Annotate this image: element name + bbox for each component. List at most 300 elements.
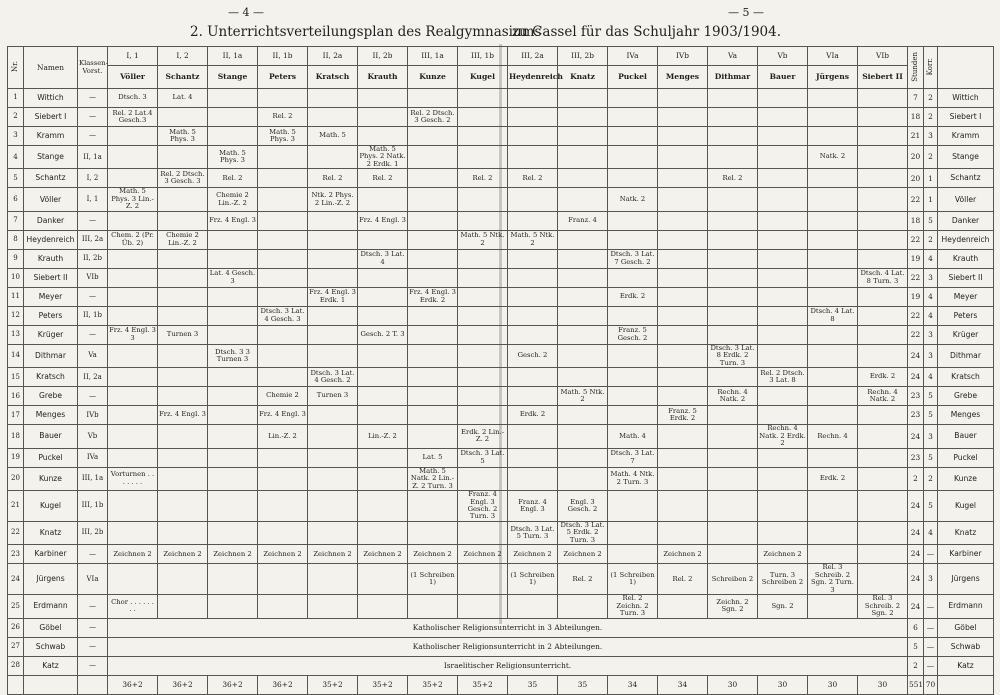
lesson-cell <box>758 287 808 306</box>
lesson-cell <box>408 306 458 325</box>
lesson-cell <box>458 89 508 108</box>
lesson-cell: Rel. 3 Schreib. 2 Sgn. 2 Turn. 3 <box>808 564 858 595</box>
header-class: III, 1b <box>458 47 508 66</box>
lesson-cell <box>108 211 158 230</box>
lesson-cell <box>758 521 808 544</box>
class-teacher: VIa <box>78 564 108 595</box>
hours-count: 24 <box>908 521 924 544</box>
total-stunden: 551 <box>908 675 924 694</box>
lesson-cell <box>458 325 508 344</box>
lesson-cell: Chor . . . . . . . . <box>108 595 158 618</box>
hours-count: 22 <box>908 306 924 325</box>
lesson-cell <box>208 387 258 406</box>
lesson-cell <box>358 89 408 108</box>
lesson-cell <box>658 169 708 188</box>
table-row <box>8 545 994 564</box>
teacher-name-right: Krauth <box>938 249 994 268</box>
teacher-name-right: Puckel <box>938 448 994 467</box>
class-teacher: — <box>78 545 108 564</box>
lesson-cell <box>458 249 508 268</box>
corrections-count: 5 <box>924 491 938 522</box>
lesson-cell: Math. 5 Ntk. 2 <box>508 230 558 249</box>
row-number: 8 <box>8 230 24 249</box>
total-cell: 35+2 <box>308 675 358 694</box>
class-teacher: — <box>78 656 108 675</box>
lesson-cell <box>508 387 558 406</box>
lesson-cell: Natk. 2 <box>608 188 658 211</box>
teacher-name-right: Stange <box>938 146 994 169</box>
row-number: 23 <box>8 545 24 564</box>
table-row <box>8 595 994 618</box>
lesson-cell: Dtsch. 3 Lat. 5 <box>458 448 508 467</box>
lesson-cell <box>408 89 458 108</box>
lesson-cell <box>658 425 708 448</box>
hours-count: 19 <box>908 287 924 306</box>
lesson-cell <box>658 368 708 387</box>
lesson-cell <box>558 425 608 448</box>
header-class: III, 1a <box>408 47 458 66</box>
lesson-cell: Rel. 2 <box>308 169 358 188</box>
header-name-right <box>938 47 994 89</box>
teacher-name: Kramm <box>24 127 78 146</box>
lesson-cell <box>158 467 208 490</box>
page-title-left: 2. Unterrichtsverteilungsplan des Realgymnasiums <box>190 24 542 40</box>
header-class: VIa <box>808 47 858 66</box>
lesson-cell <box>808 448 858 467</box>
lesson-cell: Zeichnen 2 <box>208 545 258 564</box>
lesson-cell: Zeichnen 2 <box>408 545 458 564</box>
class-teacher: — <box>78 595 108 618</box>
class-teacher: — <box>78 211 108 230</box>
teacher-name-right: Heydenreich <box>938 230 994 249</box>
lesson-cell: Math. 5 Phys. 3 <box>208 146 258 169</box>
span-note: Israelitischer Religionsunterricht. <box>108 656 908 675</box>
lesson-cell <box>458 287 508 306</box>
lesson-cell <box>158 595 208 618</box>
lesson-cell <box>108 521 158 544</box>
class-teacher: III, 1b <box>78 491 108 522</box>
lesson-cell <box>258 188 308 211</box>
header-klasse: Klassen-Vorst. <box>78 47 108 89</box>
lesson-cell: Turn. 3 Schreiben 2 <box>758 564 808 595</box>
lesson-cell <box>358 268 408 287</box>
lesson-cell: Engl. 3 Gesch. 2 <box>558 491 608 522</box>
lesson-cell: Math. 5 Ntk. 2 <box>458 230 508 249</box>
lesson-cell <box>158 368 208 387</box>
lesson-cell <box>308 595 358 618</box>
lesson-cell <box>508 127 558 146</box>
lesson-cell: Dtsch. 3 Lat. 8 Erdk. 2 Turn. 3 <box>708 344 758 367</box>
lesson-cell <box>658 268 708 287</box>
lesson-cell: Rechn. 4 <box>808 425 858 448</box>
lesson-cell <box>508 287 558 306</box>
class-teacher: Va <box>78 344 108 367</box>
lesson-cell: Math. 5 Phys. 3 Lin.-Z. 2 <box>108 188 158 211</box>
lesson-cell <box>558 188 608 211</box>
corrections-count: 4 <box>924 306 938 325</box>
table-row <box>8 387 994 406</box>
lesson-cell <box>208 325 258 344</box>
class-teacher: III, 2b <box>78 521 108 544</box>
lesson-cell <box>258 595 308 618</box>
lesson-cell <box>158 146 208 169</box>
class-teacher: — <box>78 89 108 108</box>
hours-count: 24 <box>908 368 924 387</box>
lesson-cell <box>858 467 908 490</box>
lesson-cell: Frz. 4 Engl. 3 <box>158 406 208 425</box>
header-korr: Korr. <box>924 47 938 89</box>
teacher-name: Knatz <box>24 521 78 544</box>
lesson-cell <box>808 89 858 108</box>
lesson-cell <box>108 146 158 169</box>
teacher-name: Völler <box>24 188 78 211</box>
span-note: Katholischer Religionsunterricht in 3 Abteilungen. <box>108 618 908 637</box>
lesson-cell <box>708 325 758 344</box>
lesson-cell <box>858 188 908 211</box>
row-number: 16 <box>8 387 24 406</box>
lesson-cell <box>308 306 358 325</box>
header-teacher: Menges <box>658 66 708 89</box>
lesson-cell: Rechn. 4 Natk. 2 Erdk. 2 <box>759 424 806 448</box>
class-teacher: IVa <box>78 448 108 467</box>
lesson-cell <box>458 564 508 595</box>
header-teacher: Peters <box>258 66 308 89</box>
teacher-name-right: Katz <box>938 656 994 675</box>
lesson-cell <box>808 249 858 268</box>
lesson-cell <box>108 448 158 467</box>
lesson-cell <box>358 344 408 367</box>
row-number: 15 <box>8 368 24 387</box>
header-class: VIb <box>858 47 908 66</box>
lesson-cell: Zeichnen 2 <box>158 545 208 564</box>
hours-count: 18 <box>908 108 924 127</box>
lesson-cell <box>358 491 408 522</box>
lesson-cell <box>608 169 658 188</box>
row-number: 3 <box>8 127 24 146</box>
hours-count: 21 <box>908 127 924 146</box>
lesson-cell <box>408 595 458 618</box>
lesson-cell <box>408 211 458 230</box>
lesson-cell <box>858 89 908 108</box>
totals-blank <box>78 675 108 694</box>
row-number: 20 <box>8 467 24 490</box>
lesson-cell <box>758 169 808 188</box>
lesson-cell: Rel. 2 <box>358 169 408 188</box>
lesson-cell <box>208 595 258 618</box>
corrections-count: 4 <box>924 521 938 544</box>
lesson-cell <box>108 127 158 146</box>
lesson-cell <box>408 368 458 387</box>
lesson-cell <box>158 211 208 230</box>
lesson-cell <box>158 521 208 544</box>
lesson-cell <box>708 146 758 169</box>
lesson-cell <box>708 406 758 425</box>
lesson-cell <box>658 188 708 211</box>
lesson-cell <box>408 188 458 211</box>
lesson-cell: Frz. 4 Engl. 3 <box>208 211 258 230</box>
lesson-cell: Zeichnen 2 <box>458 545 508 564</box>
lesson-cell: Rel. 2 Zeichn. 2 Turn. 3 <box>608 595 658 618</box>
lesson-cell <box>558 146 608 169</box>
lesson-cell: Math. 4 Ntk. 2 Turn. 3 <box>608 467 658 490</box>
lesson-cell <box>408 491 458 522</box>
lesson-cell <box>308 425 358 448</box>
lesson-cell <box>758 127 808 146</box>
lesson-cell: Rel. 2 <box>508 169 558 188</box>
lesson-cell <box>708 188 758 211</box>
lesson-cell: Rel. 2 Dtsch. 3 Gesch. 3 <box>158 169 208 188</box>
total-cell: 30 <box>708 675 758 694</box>
hours-count: 24 <box>908 344 924 367</box>
lesson-cell <box>858 146 908 169</box>
lesson-cell <box>608 521 658 544</box>
total-cell: 36+2 <box>158 675 208 694</box>
lesson-cell <box>258 211 308 230</box>
lesson-cell <box>708 467 758 490</box>
lesson-cell: Dtsch. 3 Lat. 7 Gesch. 2 <box>608 249 658 268</box>
lesson-cell: Erdk. 2 <box>808 467 858 490</box>
lesson-cell <box>458 211 508 230</box>
lesson-cell <box>208 467 258 490</box>
lesson-cell <box>258 268 308 287</box>
corrections-count: 2 <box>924 89 938 108</box>
lesson-cell <box>808 169 858 188</box>
lesson-cell <box>658 306 708 325</box>
teacher-name: Siebert I <box>24 108 78 127</box>
lesson-cell: Math. 5 Phys. 3 <box>158 127 208 146</box>
page-number-right: — 5 — <box>728 6 764 19</box>
teacher-name: Katz <box>24 656 78 675</box>
total-cell: 35 <box>508 675 558 694</box>
teacher-name-right: Kunze <box>938 467 994 490</box>
teacher-name-right: Erdmann <box>938 595 994 618</box>
lesson-cell: Sgn. 2 <box>758 595 808 618</box>
class-teacher: I, 2 <box>78 169 108 188</box>
lesson-cell <box>508 249 558 268</box>
hours-count: 24 <box>908 425 924 448</box>
hours-count: 20 <box>908 146 924 169</box>
lesson-cell <box>858 287 908 306</box>
lesson-cell <box>458 595 508 618</box>
teacher-name-right: Menges <box>938 406 994 425</box>
lesson-cell <box>658 127 708 146</box>
corrections-count: 2 <box>924 146 938 169</box>
table-row <box>8 425 994 448</box>
lesson-cell <box>308 406 358 425</box>
table-row <box>8 344 994 367</box>
teacher-name: Dithmar <box>24 344 78 367</box>
lesson-cell <box>408 406 458 425</box>
total-cell: 35+2 <box>408 675 458 694</box>
teacher-name: Bauer <box>24 425 78 448</box>
table-row <box>8 448 994 467</box>
lesson-cell <box>708 521 758 544</box>
class-teacher: II, 1b <box>78 306 108 325</box>
lesson-cell <box>758 344 808 367</box>
lesson-cell <box>158 268 208 287</box>
header-teacher: Siebert II <box>858 66 908 89</box>
lesson-cell <box>258 368 308 387</box>
totals-blank <box>8 675 24 694</box>
lesson-cell: Zeichnen 2 <box>308 545 358 564</box>
hours-count: 2 <box>908 656 924 675</box>
header-class: III, 2a <box>508 47 558 66</box>
lesson-cell <box>308 448 358 467</box>
header-class: IVb <box>658 47 708 66</box>
lesson-cell <box>658 325 708 344</box>
lesson-cell <box>108 406 158 425</box>
lesson-cell <box>308 146 358 169</box>
corrections-count: 1 <box>924 169 938 188</box>
lesson-cell <box>558 344 608 367</box>
lesson-cell <box>508 188 558 211</box>
class-teacher: — <box>78 387 108 406</box>
header-teacher: Bauer <box>758 66 808 89</box>
lesson-cell <box>658 89 708 108</box>
lesson-cell: Zeichnen 2 <box>108 545 158 564</box>
lesson-cell: Vorturnen . . . . . . . <box>108 467 158 490</box>
corrections-count: 5 <box>924 211 938 230</box>
lesson-cell <box>858 406 908 425</box>
totals-blank <box>938 675 994 694</box>
lesson-cell <box>108 564 158 595</box>
lesson-cell: Zeichnen 2 <box>758 545 808 564</box>
lesson-cell: Franz. 5 Erdk. 2 <box>658 406 708 425</box>
lesson-cell <box>258 146 308 169</box>
table-row <box>8 325 994 344</box>
lesson-cell <box>408 268 458 287</box>
lesson-cell <box>558 368 608 387</box>
header-teacher: Krauth <box>358 66 408 89</box>
lesson-cell <box>658 230 708 249</box>
teacher-name-right: Wittich <box>938 89 994 108</box>
lesson-cell <box>508 595 558 618</box>
lesson-cell <box>358 287 408 306</box>
lesson-cell <box>608 306 658 325</box>
lesson-cell <box>308 564 358 595</box>
lesson-cell <box>708 425 758 448</box>
lesson-cell <box>658 448 708 467</box>
lesson-cell <box>808 211 858 230</box>
lesson-cell <box>658 211 708 230</box>
lesson-cell <box>458 146 508 169</box>
lesson-cell <box>658 387 708 406</box>
lesson-cell: Turnen 3 <box>158 325 208 344</box>
lesson-cell <box>808 108 858 127</box>
lesson-cell <box>658 521 708 544</box>
lesson-cell: Rel. 2 <box>708 169 758 188</box>
lesson-cell <box>558 406 608 425</box>
teacher-name-right: Völler <box>938 188 994 211</box>
lesson-cell: Rel. 2 Dtsch. 3 Lat. 8 <box>758 368 808 387</box>
lesson-cell <box>208 127 258 146</box>
header-teacher: Stange <box>208 66 258 89</box>
table-row <box>8 169 994 188</box>
lesson-cell <box>458 344 508 367</box>
lesson-cell <box>508 425 558 448</box>
row-number: 6 <box>8 188 24 211</box>
corrections-count: 5 <box>924 406 938 425</box>
corrections-count: — <box>924 545 938 564</box>
lesson-cell: Zeichnen 2 <box>508 545 558 564</box>
lesson-cell <box>858 491 908 522</box>
header-nr: Nr. <box>8 47 24 89</box>
corrections-count: 4 <box>924 368 938 387</box>
total-cell: 35+2 <box>458 675 508 694</box>
lesson-cell <box>758 89 808 108</box>
lesson-cell <box>458 108 508 127</box>
teacher-name: Danker <box>24 211 78 230</box>
lesson-cell <box>408 127 458 146</box>
teacher-name: Wittich <box>24 89 78 108</box>
lesson-cell <box>358 306 408 325</box>
class-teacher: VIb <box>78 268 108 287</box>
lesson-cell <box>808 387 858 406</box>
lesson-cell <box>158 249 208 268</box>
teacher-name-right: Krüger <box>938 325 994 344</box>
header-teacher: Puckel <box>608 66 658 89</box>
lesson-cell <box>258 491 308 522</box>
lesson-cell <box>208 108 258 127</box>
table-row <box>8 521 994 544</box>
lesson-cell <box>808 344 858 367</box>
lesson-cell <box>308 89 358 108</box>
lesson-cell <box>508 108 558 127</box>
lesson-cell: Schreiben 2 <box>708 564 758 595</box>
lesson-cell <box>458 467 508 490</box>
teacher-name: Göbel <box>24 618 78 637</box>
table-row <box>8 268 994 287</box>
lesson-cell <box>758 467 808 490</box>
table-row <box>8 108 994 127</box>
header-class: II, 1a <box>208 47 258 66</box>
teacher-name-right: Peters <box>938 306 994 325</box>
corrections-count: — <box>924 618 938 637</box>
row-number: 11 <box>8 287 24 306</box>
lesson-cell <box>758 268 808 287</box>
lesson-cell <box>558 108 608 127</box>
header-class: II, 2b <box>358 47 408 66</box>
lesson-cell <box>808 595 858 618</box>
table-row <box>8 491 994 522</box>
corrections-count: 4 <box>924 249 938 268</box>
lesson-cell <box>708 545 758 564</box>
row-number: 2 <box>8 108 24 127</box>
header-teacher: Kunze <box>408 66 458 89</box>
lesson-cell: Dtsch. 3 Lat. 5 Erdk. 2 Turn. 3 <box>558 521 608 544</box>
lesson-cell <box>258 89 308 108</box>
teacher-name: Siebert II <box>24 268 78 287</box>
lesson-cell <box>608 108 658 127</box>
corrections-count: 2 <box>924 467 938 490</box>
lesson-cell <box>708 491 758 522</box>
lesson-cell <box>208 425 258 448</box>
corrections-count: 4 <box>924 287 938 306</box>
schedule-table <box>7 46 994 695</box>
lesson-cell <box>758 108 808 127</box>
teacher-name-right: Karbiner <box>938 545 994 564</box>
lesson-cell: Zeichnen 2 <box>558 545 608 564</box>
lesson-cell: Rel. 2 <box>208 169 258 188</box>
lesson-cell: Math. 4 <box>608 425 658 448</box>
lesson-cell <box>808 406 858 425</box>
teacher-name: Peters <box>24 306 78 325</box>
lesson-cell <box>808 230 858 249</box>
total-cell: 36+2 <box>208 675 258 694</box>
lesson-cell <box>308 344 358 367</box>
lesson-cell: Math. 5 Phys. 3 <box>258 127 308 146</box>
lesson-cell <box>308 108 358 127</box>
